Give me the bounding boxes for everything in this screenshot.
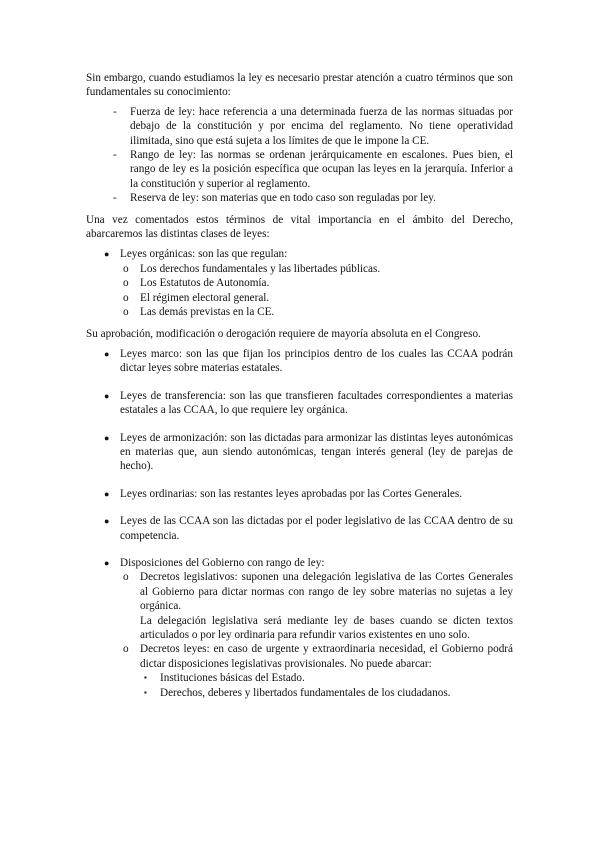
term-item xyxy=(86,191,513,205)
square-marker: ▪ xyxy=(144,687,147,697)
bullet-marker: ● xyxy=(104,557,110,568)
ley-text: Leyes de las CCAA son las dictadas por el poder legislativo de las CCAA dentro de su competencia. xyxy=(120,515,513,542)
organicas-label: Leyes orgánicas: son las que regulan: xyxy=(120,248,288,261)
circle-marker: o xyxy=(123,571,129,584)
disposiciones-sublist xyxy=(120,570,513,700)
subitem-text: Las demás previstas en la CE. xyxy=(140,306,275,319)
terms-list xyxy=(86,105,513,206)
organicas-sublist xyxy=(120,262,513,320)
classes-paragraph: Una vez comentados estos términos de vital importancia en el ámbito del Derecho, abarcaremos las distintas clases de leyes: xyxy=(86,213,513,241)
decretos-leyes-text: Decretos leyes: en caso de urgente y extraordinaria necesidad, el Gobierno podrá dictar disposiciones legislativas provisionales. No puede abarcar: xyxy=(140,643,513,670)
organicas-list xyxy=(86,247,513,319)
ley-item xyxy=(86,431,513,474)
ley-item xyxy=(86,347,513,376)
decretos-legislativos-extra: La delegación legislativa será mediante ley de bases cuando se dicten textos articulados o por ley ordinaria para refundir varios existentes en uno solo. xyxy=(140,614,513,641)
organicas-subitem xyxy=(120,276,513,290)
ley-item xyxy=(86,389,513,418)
leyes-list xyxy=(86,347,513,700)
bullet-marker: ● xyxy=(104,516,110,527)
circle-marker: o xyxy=(123,277,129,290)
intro-paragraph: Sin embargo, cuando estudiamos la ley es necesario prestar atención a cuatro términos que son fundamentales su conocimiento: xyxy=(86,72,513,99)
subitem-text: El régimen electoral general. xyxy=(140,291,270,304)
subitem-text: Instituciones básicas del Estado. xyxy=(160,672,305,685)
decretos-leyes-sublist xyxy=(140,671,513,700)
bullet-marker: ● xyxy=(104,432,110,443)
dash-marker: - xyxy=(113,105,117,118)
decretos-leyes-item xyxy=(120,642,513,700)
dash-marker: - xyxy=(113,149,117,162)
decretos-leyes-subitem xyxy=(140,671,513,685)
ley-item xyxy=(86,514,513,543)
circle-marker: o xyxy=(123,643,129,656)
organicas-subitem xyxy=(120,262,513,276)
decretos-legislativos-item xyxy=(120,570,513,642)
term-item xyxy=(86,105,513,148)
term-text: Rango de ley: las normas se ordenan jerárquicamente en escalones. Pues bien, el rango de ley es la posición específica que ocupan las leyes en la jerarquía. Inferior a la constitución y superior al reglamento. xyxy=(130,149,513,190)
ley-text: Leyes ordinarias: son las restantes leyes aprobadas por las Cortes Generales. xyxy=(120,487,463,500)
subitem-text: Derechos, deberes y libertados fundamentales de los ciudadanos. xyxy=(160,686,451,699)
document-body xyxy=(86,71,513,700)
dash-marker: - xyxy=(113,192,117,205)
term-text: Reserva de ley: son materias que en todo caso son reguladas por ley. xyxy=(130,192,436,205)
ley-text: Leyes de armonización: son las dictadas para armonizar las distintas leyes autonómicas en materias que, aun siendo autonómicas, tengan interés general (ley de parejas de hecho). xyxy=(120,431,513,473)
circle-marker: o xyxy=(123,262,129,275)
circle-marker: o xyxy=(123,291,129,304)
decretos-leyes-subitem xyxy=(140,686,513,700)
ley-item xyxy=(86,487,513,501)
ley-text: Leyes de transferencia: son las que transfieren facultades correspondientes a materias estatales a las CCAA, lo que requiere ley orgánica. xyxy=(120,389,513,417)
bullet-marker: ● xyxy=(104,390,110,401)
circle-marker: o xyxy=(123,306,129,319)
term-text: Fuerza de ley: hace referencia a una determinada fuerza de las normas situadas por debajo de la constitución y por encima del reglamento. No tiene operatividad ilimitada, sino que está sujeta a los límites de que le impone la CE. xyxy=(130,105,513,147)
decretos-legislativos-text: Decretos legislativos: suponen una delegación legislativa de las Cortes Generales al Gobierno para dictar normas con rango de ley sobre materias no sujetas a ley orgánica. xyxy=(140,571,513,613)
term-item xyxy=(86,148,513,191)
square-marker: ▪ xyxy=(144,673,147,683)
disposiciones-item xyxy=(86,556,513,700)
organicas-subitem xyxy=(120,305,513,319)
bullet-marker: ● xyxy=(104,348,110,359)
subitem-text: Los Estatutos de Autonomía. xyxy=(140,277,270,290)
organicas-item xyxy=(86,247,513,319)
subitem-text: Los derechos fundamentales y las libertades públicas. xyxy=(140,262,381,275)
bullet-marker: ● xyxy=(104,488,110,499)
ley-text: Leyes marco: son las que fijan los principios dentro de los cuales las CCAA podrán dictar leyes sobre materias estatales. xyxy=(120,347,513,375)
bullet-marker: ● xyxy=(104,249,110,260)
approval-paragraph: Su aprobación, modificación o derogación requiere de mayoría absoluta en el Congreso. xyxy=(86,327,481,340)
organicas-subitem xyxy=(120,291,513,305)
disposiciones-label: Disposiciones del Gobierno con rango de ley: xyxy=(120,556,325,569)
